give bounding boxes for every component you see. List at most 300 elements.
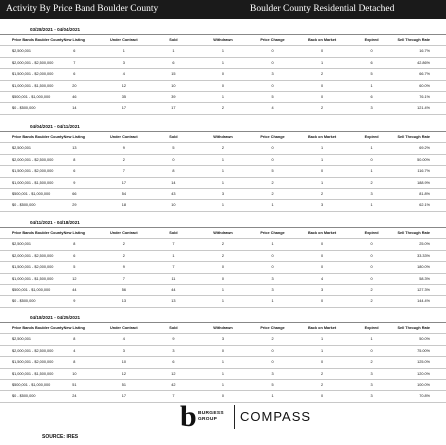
table-cell: 14	[50, 103, 100, 114]
table-cell: 2	[347, 357, 397, 368]
column-header: Under Contract	[99, 132, 149, 143]
compass-wordmark: COMPASS	[240, 409, 312, 424]
table-cell: 2	[297, 69, 347, 80]
table-cell: $2,500,001	[0, 334, 50, 345]
section-week-4	[0, 311, 446, 403]
column-header: Under Contract	[99, 35, 149, 46]
table-cell: 7	[99, 273, 149, 284]
table-cell: $1,000,001 - $1,500,000	[0, 177, 50, 188]
table-cell: $1,000,001 - $1,500,000	[0, 273, 50, 284]
table-cell: 12	[149, 368, 199, 379]
table-cell: 2	[297, 380, 347, 391]
table-cell: 4	[297, 273, 347, 284]
table-cell: 6	[50, 166, 100, 177]
table-row	[0, 345, 446, 356]
table-row	[0, 92, 446, 103]
column-header: Back on Market	[297, 132, 347, 143]
table-cell: $0 - $500,000	[0, 200, 50, 211]
table-cell: 33.33%	[396, 250, 446, 261]
table-cell: 20	[50, 80, 100, 91]
table-cell: $1,500,001 - $2,000,000	[0, 357, 50, 368]
table-cell: 0	[198, 345, 248, 356]
table-cell: $0 - $500,000	[0, 103, 50, 114]
table-cell: $1,500,001 - $2,000,000	[0, 166, 50, 177]
table-row	[0, 262, 446, 273]
column-header: Price Bands Boulder County	[0, 228, 50, 239]
table-cell: 121.4%	[396, 103, 446, 114]
date-range: 04/04/2021 - 04/11/2021	[0, 120, 446, 132]
table-cell: 3	[248, 285, 298, 296]
table-cell: 25.0%	[396, 239, 446, 250]
table-cell: $2,000,001 - $2,500,000	[0, 250, 50, 261]
table-cell: 8	[50, 334, 100, 345]
table-cell: 42	[149, 380, 199, 391]
table-cell: 2	[248, 177, 298, 188]
table-header-row	[0, 35, 446, 46]
table-cell: 50.00%	[396, 154, 446, 165]
table-cell: 14	[149, 177, 199, 188]
table-cell: 0	[347, 345, 397, 356]
table-cell: 5	[149, 143, 199, 154]
table-cell: 60.0%	[396, 80, 446, 91]
table-cell: 1	[248, 200, 298, 211]
column-header: Price Change	[248, 228, 298, 239]
report-title: Activity By Price Band Boulder County	[6, 4, 159, 14]
burgess-group-wordmark: BURGESS GROUP	[198, 411, 224, 422]
table-cell: 4	[99, 334, 149, 345]
table-cell: 35	[99, 92, 149, 103]
table-cell: 0	[347, 154, 397, 165]
table-cell: 7	[149, 239, 199, 250]
table-cell: 0	[347, 262, 397, 273]
table-cell: 56	[99, 285, 149, 296]
table-cell: 1	[198, 380, 248, 391]
table-cell: 0	[248, 46, 298, 57]
table-cell: 9	[99, 262, 149, 273]
column-header: Price Bands Boulder County	[0, 35, 50, 46]
table-cell: 1	[347, 200, 397, 211]
activity-table	[0, 132, 446, 212]
table-row	[0, 334, 446, 345]
table-cell: $500,001 - $1,000,000	[0, 380, 50, 391]
table-row	[0, 239, 446, 250]
table-row	[0, 391, 446, 402]
table-cell: 8	[149, 166, 199, 177]
table-cell: 44	[50, 285, 100, 296]
table-cell: 0	[297, 46, 347, 57]
table-cell: 18	[99, 200, 149, 211]
table-cell: 1	[198, 46, 248, 57]
table-cell: 2	[198, 250, 248, 261]
table-cell: 6	[50, 250, 100, 261]
table-cell: 3	[99, 345, 149, 356]
column-header: Under Contract	[99, 323, 149, 334]
table-cell: 10	[99, 357, 149, 368]
column-header: Expired	[347, 132, 397, 143]
table-cell: 125.0%	[396, 357, 446, 368]
table-row	[0, 143, 446, 154]
table-cell: 2	[347, 296, 397, 307]
table-cell: 144.4%	[396, 296, 446, 307]
column-header: Sold	[149, 132, 199, 143]
table-cell: 2	[198, 103, 248, 114]
table-cell: 0	[198, 69, 248, 80]
table-cell: 3	[248, 368, 298, 379]
table-cell: 1	[198, 92, 248, 103]
table-cell: 4	[99, 69, 149, 80]
report-header	[0, 0, 446, 19]
table-cell: 0	[347, 273, 397, 284]
table-cell: 17	[99, 177, 149, 188]
table-cell: 0	[347, 46, 397, 57]
table-cell: 2	[297, 368, 347, 379]
table-cell: 29	[50, 200, 100, 211]
section-week-1	[0, 23, 446, 115]
table-row	[0, 57, 446, 68]
table-cell: 4	[248, 103, 298, 114]
table-cell: $500,001 - $1,000,000	[0, 189, 50, 200]
table-cell: 180.0%	[396, 262, 446, 273]
table-cell: 1	[99, 46, 149, 57]
table-cell: 1	[198, 57, 248, 68]
column-header: New Listing	[50, 35, 100, 46]
column-header: Withdrawn	[198, 35, 248, 46]
table-cell: 66.7%	[396, 69, 446, 80]
date-range: 04/18/2021 - 04/25/2021	[0, 311, 446, 323]
table-cell: 0	[198, 262, 248, 273]
column-header: Withdrawn	[198, 323, 248, 334]
table-row	[0, 285, 446, 296]
table-cell: 0	[347, 239, 397, 250]
burgess-b-mark: b	[180, 400, 197, 433]
table-cell: 8	[50, 154, 100, 165]
table-cell: 0	[297, 80, 347, 91]
table-cell: 13	[149, 296, 199, 307]
table-cell: 1	[347, 143, 397, 154]
table-cell: 24	[50, 391, 100, 402]
table-cell: 2	[297, 103, 347, 114]
table-cell: 10	[50, 368, 100, 379]
table-cell: 5	[248, 92, 298, 103]
table-cell: 51	[50, 380, 100, 391]
table-cell: 3	[297, 285, 347, 296]
table-cell: 1	[198, 166, 248, 177]
table-cell: 75.00%	[396, 345, 446, 356]
table-row	[0, 200, 446, 211]
table-cell: 2	[248, 189, 298, 200]
table-cell: 9	[50, 177, 100, 188]
table-cell: $2,000,001 - $2,500,000	[0, 154, 50, 165]
table-cell: $1,500,001 - $2,000,000	[0, 262, 50, 273]
table-cell: 2	[99, 250, 149, 261]
table-cell: 6	[50, 46, 100, 57]
table-cell: 120.0%	[396, 368, 446, 379]
table-cell: 51	[99, 380, 149, 391]
table-row	[0, 296, 446, 307]
table-cell: 1	[198, 177, 248, 188]
table-cell: 3	[347, 368, 397, 379]
burgess-compass-logo	[178, 402, 328, 432]
table-row	[0, 103, 446, 114]
table-cell: 2	[347, 177, 397, 188]
table-row	[0, 80, 446, 91]
table-cell: 70.8%	[396, 391, 446, 402]
column-header: Expired	[347, 35, 397, 46]
table-cell: 6	[149, 357, 199, 368]
table-cell: 9	[149, 334, 199, 345]
column-header: Sell Through Rate	[396, 323, 446, 334]
table-cell: $0 - $500,000	[0, 391, 50, 402]
column-header: Sold	[149, 35, 199, 46]
table-cell: $2,000,001 - $2,500,000	[0, 57, 50, 68]
table-cell: 46	[50, 92, 100, 103]
table-cell: 10	[149, 80, 199, 91]
source-note: SOURCE: IRES	[42, 434, 79, 440]
table-row	[0, 177, 446, 188]
table-cell: 3	[248, 69, 298, 80]
table-cell: 3	[347, 380, 397, 391]
table-cell: 1	[198, 368, 248, 379]
table-cell: 1	[347, 80, 397, 91]
table-cell: 66	[50, 189, 100, 200]
table-cell: 0	[248, 143, 298, 154]
table-cell: 116.7%	[396, 166, 446, 177]
table-cell: 1	[297, 143, 347, 154]
table-cell: 50.0%	[396, 334, 446, 345]
table-cell: 1	[347, 334, 397, 345]
table-cell: 8	[50, 239, 100, 250]
table-cell: 39	[149, 92, 199, 103]
table-cell: 58.3%	[396, 273, 446, 284]
table-cell: 62.1%	[396, 200, 446, 211]
table-cell: 0	[248, 357, 298, 368]
table-cell: 1	[248, 391, 298, 402]
table-row	[0, 69, 446, 80]
table-cell: 5	[347, 69, 397, 80]
table-cell: 3	[198, 334, 248, 345]
column-header: New Listing	[50, 323, 100, 334]
table-cell: 4	[50, 345, 100, 356]
table-cell: 0	[297, 296, 347, 307]
table-cell: 1	[149, 250, 199, 261]
table-header-row	[0, 323, 446, 334]
table-row	[0, 368, 446, 379]
table-cell: $0 - $500,000	[0, 296, 50, 307]
table-row	[0, 273, 446, 284]
column-header: Price Bands Boulder County	[0, 132, 50, 143]
table-cell: 12	[99, 368, 149, 379]
table-cell: 15	[149, 69, 199, 80]
table-cell: 2	[198, 239, 248, 250]
table-cell: 0	[248, 345, 298, 356]
table-cell: 2	[99, 239, 149, 250]
table-row	[0, 46, 446, 57]
table-cell: 9	[99, 143, 149, 154]
column-header: Expired	[347, 323, 397, 334]
table-cell: 2	[99, 154, 149, 165]
table-cell: 1	[248, 239, 298, 250]
table-cell: 1	[297, 177, 347, 188]
table-cell: 0	[149, 154, 199, 165]
table-cell: 0	[297, 391, 347, 402]
table-cell: 0	[297, 239, 347, 250]
section-week-3	[0, 216, 446, 308]
table-cell: $1,000,001 - $1,500,000	[0, 80, 50, 91]
table-cell: 0	[297, 262, 347, 273]
table-cell: 0	[297, 250, 347, 261]
table-cell: 6	[149, 57, 199, 68]
table-cell: 6	[347, 57, 397, 68]
table-cell: 54	[99, 189, 149, 200]
table-cell: 17	[99, 103, 149, 114]
date-range: 03/28/2021 - 04/04/2021	[0, 23, 446, 35]
table-cell: 7	[149, 262, 199, 273]
table-cell: 3	[248, 273, 298, 284]
table-cell: 1	[198, 296, 248, 307]
table-cell: 0	[198, 80, 248, 91]
column-header: Back on Market	[297, 228, 347, 239]
table-cell: 69.2%	[396, 143, 446, 154]
table-cell: 1	[297, 57, 347, 68]
activity-table	[0, 323, 446, 403]
table-cell: 7	[99, 166, 149, 177]
logo-divider	[234, 405, 235, 429]
table-cell: 5	[50, 262, 100, 273]
activity-table	[0, 35, 446, 115]
table-cell: 12	[99, 80, 149, 91]
table-cell: 16.7%	[396, 46, 446, 57]
table-cell: 1	[198, 154, 248, 165]
table-cell: 43	[149, 189, 199, 200]
table-cell: $2,000,001 - $2,500,000	[0, 345, 50, 356]
table-cell: 3	[347, 103, 397, 114]
table-cell: 3	[149, 345, 199, 356]
table-cell: 0	[198, 273, 248, 284]
table-cell: 1	[248, 296, 298, 307]
table-cell: 13	[99, 296, 149, 307]
table-cell: 5	[248, 380, 298, 391]
table-cell: $2,500,001	[0, 239, 50, 250]
table-cell: 3	[198, 189, 248, 200]
table-cell: 76.1%	[396, 92, 446, 103]
table-header-row	[0, 228, 446, 239]
table-row	[0, 166, 446, 177]
table-cell: 6	[50, 69, 100, 80]
section-week-2	[0, 120, 446, 212]
table-cell: 7	[50, 57, 100, 68]
table-cell: 3	[347, 391, 397, 402]
table-cell: 3	[347, 189, 397, 200]
table-cell: 17	[149, 103, 199, 114]
table-cell: 127.3%	[396, 285, 446, 296]
table-cell: 13	[50, 143, 100, 154]
table-cell: 1	[297, 334, 347, 345]
table-row	[0, 250, 446, 261]
table-cell: 42.86%	[396, 57, 446, 68]
table-cell: $2,500,001	[0, 143, 50, 154]
table-cell: 8	[50, 357, 100, 368]
table-cell: 0	[347, 250, 397, 261]
table-cell: $1,500,001 - $2,000,000	[0, 69, 50, 80]
table-cell: $1,000,001 - $1,500,000	[0, 368, 50, 379]
date-range: 04/11/2021 - 04/18/2021	[0, 216, 446, 228]
table-cell: 1	[297, 154, 347, 165]
table-cell: 0	[248, 154, 298, 165]
table-row	[0, 380, 446, 391]
table-cell: $2,500,001	[0, 46, 50, 57]
table-cell: 1	[198, 200, 248, 211]
table-cell: 5	[248, 166, 298, 177]
column-header: Back on Market	[297, 323, 347, 334]
table-cell: 1	[198, 285, 248, 296]
table-cell: 3	[99, 57, 149, 68]
column-header: Sold	[149, 228, 199, 239]
column-header: Price Bands Boulder County	[0, 323, 50, 334]
column-header: Withdrawn	[198, 132, 248, 143]
column-header: Withdrawn	[198, 228, 248, 239]
column-header: Sell Through Rate	[396, 35, 446, 46]
column-header: Back on Market	[297, 35, 347, 46]
table-cell: 0	[248, 57, 298, 68]
table-cell: 1	[149, 46, 199, 57]
column-header: Expired	[347, 228, 397, 239]
column-header: Price Change	[248, 132, 298, 143]
table-cell: 1	[198, 357, 248, 368]
table-cell: 0	[248, 262, 298, 273]
table-cell: 0	[248, 250, 298, 261]
table-cell: 0	[297, 92, 347, 103]
table-row	[0, 154, 446, 165]
table-cell: 188.9%	[396, 177, 446, 188]
column-header: Sell Through Rate	[396, 228, 446, 239]
table-cell: 10	[149, 200, 199, 211]
column-header: Price Change	[248, 35, 298, 46]
table-cell: 81.8%	[396, 189, 446, 200]
column-header: Under Contract	[99, 228, 149, 239]
table-cell: 17	[99, 391, 149, 402]
column-header: New Listing	[50, 228, 100, 239]
activity-table	[0, 228, 446, 308]
table-cell: 0	[297, 357, 347, 368]
table-cell: 0	[198, 391, 248, 402]
table-cell: 1	[347, 166, 397, 177]
table-cell: 0	[297, 166, 347, 177]
table-cell: 2	[198, 143, 248, 154]
table-cell: 2	[347, 285, 397, 296]
column-header: Sold	[149, 323, 199, 334]
table-cell: 0	[248, 80, 298, 91]
table-cell: $500,001 - $1,000,000	[0, 285, 50, 296]
table-cell: 100.0%	[396, 380, 446, 391]
table-row	[0, 189, 446, 200]
column-header: Sell Through Rate	[396, 132, 446, 143]
table-cell: 6	[347, 92, 397, 103]
column-header: Price Change	[248, 323, 298, 334]
table-cell: 3	[297, 200, 347, 211]
table-cell: 44	[149, 285, 199, 296]
report-subtitle: Boulder County Residential Detached	[250, 4, 395, 14]
table-cell: 12	[50, 273, 100, 284]
table-cell: $500,001 - $1,000,000	[0, 92, 50, 103]
table-row	[0, 357, 446, 368]
table-cell: 1	[297, 345, 347, 356]
table-header-row	[0, 132, 446, 143]
table-cell: 7	[149, 391, 199, 402]
table-cell: 2	[248, 334, 298, 345]
table-cell: 2	[297, 189, 347, 200]
column-header: New Listing	[50, 132, 100, 143]
table-cell: 9	[50, 296, 100, 307]
